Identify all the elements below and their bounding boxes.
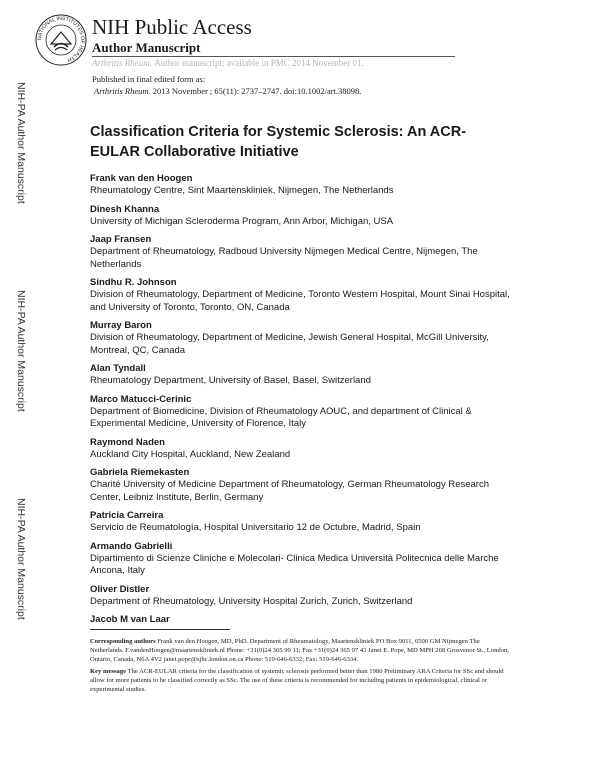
author-affiliation: Division of Rheumatology, Department of Medicine, Jewish General Hospital, McGill University, Montreal, QC, Canada: [90, 332, 489, 356]
author-name: Gabriela Riemekasten: [90, 467, 190, 478]
author-name: Jaap Fransen: [90, 234, 152, 245]
key-message-text: The ACR-EULAR criteria for the classification of systemic sclerosis performed better than 1980 Preliminary ARA Criteria for SSc and should allow for more patients to be classified correctly as SSc. The use of these criteria is recommended for including patients in epidemiological, clinical or experimental studies.: [90, 668, 504, 693]
author-name: Oliver Distler: [90, 583, 150, 595]
nih-logo-icon: [35, 14, 87, 66]
article-title: Classification Criteria for Systemic Sclerosis: An ACR-EULAR Collaborative Initiative: [90, 124, 467, 160]
author-name: Raymond Naden: [90, 436, 165, 448]
author-entry: [90, 584, 520, 609]
key-message-note: [90, 667, 510, 694]
footnotes: [90, 637, 510, 697]
availability-text: Author manuscript; available in PMC 2014 November 01.: [154, 58, 364, 68]
author-name: Patricia Carreira: [90, 510, 164, 521]
author-entry: [90, 320, 520, 357]
citation-journal: Arthritis Rheum.: [94, 86, 151, 96]
author-affiliation: Department of Biomedicine, Division of Rheumatology AOUC, and department of Clinical & Experimental Medicine, University of Florence, Italy: [90, 405, 472, 429]
author-entry: [90, 541, 520, 578]
author-affiliation: Auckland City Hospital, Auckland, New Zealand: [90, 448, 291, 460]
corresponding-label: Corresponding authors: [90, 638, 156, 645]
author-affiliation: Department of Rheumatology, Radboud University Nijmegen Medical Centre, Nijmegen, The Netherlands: [90, 246, 478, 270]
author-name: Dinesh Khanna: [90, 203, 160, 215]
author-name: Armando Gabrielli: [90, 540, 173, 552]
author-entry: [90, 277, 520, 314]
author-affiliation: Rheumatology Centre, Sint Maartenskliniek, Nijmegen, The Netherlands: [90, 185, 394, 196]
author-affiliation: Department of Rheumatology, University Hospital Zurich, Zurich, Switzerland: [90, 595, 413, 607]
author-entry: [90, 204, 520, 229]
availability-note: [92, 58, 364, 68]
author-name: Alan Tyndall: [90, 363, 146, 374]
availability-journal: Arthritis Rheum.: [92, 58, 152, 68]
author-entry: [90, 363, 520, 388]
author-affiliation: Servicio de Reumatología, Hospital Universitario 12 de Octubre, Madrid, Spain: [90, 522, 421, 533]
author-name: Murray Baron: [90, 320, 152, 331]
corresponding-text: Frank van den Hoogen, MD, PhD. Department of Rheumatology, Maartenskliniek PO Box 9011, 6500 GM Nijmegen The Netherlands. F.vandenHoogen@maartenskliniek.nl Phone: +31(0)24 365 99 11; Fax +31(0)24 365 97 43 Janet E. Pope, MD MPH 268 Grosvenor St., London, Ontario, Canada, N6A 4V2 janet.pope@sjhc.london.on.ca Phone: 519-646-6332; Fax: 519-646-6334.: [90, 638, 509, 663]
footnote-divider: [90, 629, 230, 630]
author-entry: [90, 234, 520, 271]
author-name: Jacob M van Laar: [90, 614, 170, 625]
author-entry: [90, 614, 520, 626]
citation-details: 2013 November ; 65(11): 2737–2747. doi:10.1002/art.38098.: [152, 86, 362, 96]
key-message-label: Key message: [90, 668, 127, 675]
nih-header: [35, 14, 415, 72]
author-affiliation: Dipartimento di Scienze Cliniche e Molecolari- Clinica Medica Università Politecnica delle Marche Ancona, Italy: [90, 552, 499, 576]
corresponding-authors-note: [90, 637, 510, 664]
header-divider: [92, 56, 455, 57]
author-name: Marco Matucci-Cerinic: [90, 393, 192, 405]
author-affiliation: Charité University of Medicine Department of Rheumatology, German Rheumatology Research Center, Leibniz Institute, Berlin, Germany: [90, 479, 490, 503]
author-entry: [90, 467, 520, 504]
author-entry: [90, 173, 520, 198]
author-affiliation: University of Michigan Scleroderma Program, Ann Arbor, Michigan, USA: [90, 215, 394, 227]
author-name: Sindhu R. Johnson: [90, 277, 177, 288]
author-list: [90, 173, 520, 632]
author-affiliation: Rheumatology Department, University of Basel, Basel, Switzerland: [90, 375, 371, 386]
author-affiliation: Division of Rheumatology, Department of Medicine, Toronto Western Hospital, Mount Sinai Hospital, and University of Toronto, Toronto, ON, Canada: [90, 289, 510, 313]
published-label: Published in final edited form as:: [92, 74, 206, 84]
svg-text:NATIONAL INSTITUTES OF HEALTH: NATIONAL INSTITUTES OF HEALTH: [36, 15, 86, 63]
author-entry: [90, 510, 520, 535]
author-manuscript-label: Author Manuscript: [92, 40, 201, 55]
nih-public-access-title: NIH Public Access: [92, 15, 252, 39]
author-entry: [90, 394, 520, 431]
citation: [92, 85, 361, 97]
author-name: Frank van den Hoogen: [90, 173, 193, 184]
publication-info: [92, 73, 361, 97]
author-entry: [90, 437, 520, 462]
